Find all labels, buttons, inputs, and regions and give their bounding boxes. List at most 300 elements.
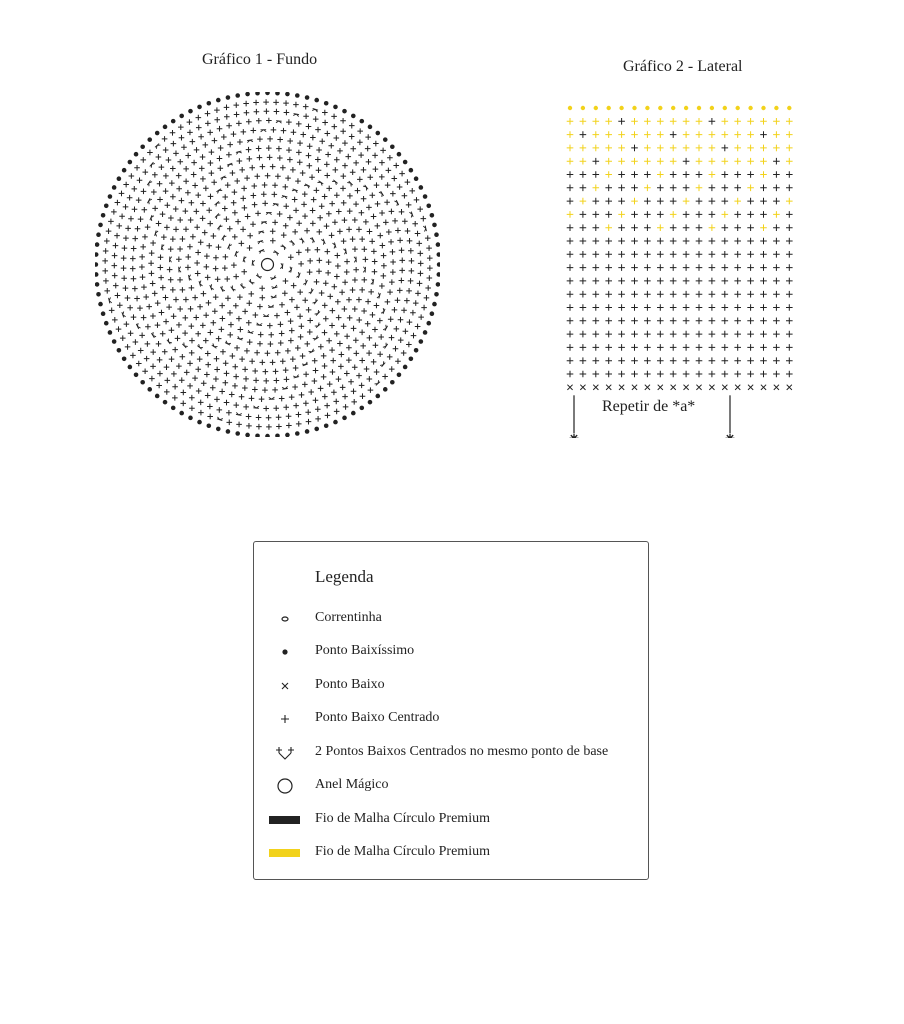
centered-stitch bbox=[290, 167, 296, 173]
centered-stitch bbox=[747, 278, 754, 285]
centered-stitch bbox=[236, 316, 242, 322]
slip-stitch bbox=[409, 168, 414, 173]
centered-stitch bbox=[340, 173, 346, 179]
slip-stitch bbox=[376, 131, 381, 136]
slip-stitch bbox=[134, 373, 139, 378]
centered-stitch bbox=[644, 185, 651, 192]
centered-stitch bbox=[300, 170, 306, 176]
chart2-title: Gráfico 2 - Lateral bbox=[623, 58, 743, 75]
centered-stitch bbox=[593, 185, 600, 192]
centered-stitch bbox=[203, 186, 209, 192]
centered-stitch bbox=[773, 278, 780, 285]
centered-stitch bbox=[201, 291, 207, 297]
centered-stitch bbox=[760, 238, 767, 245]
centered-stitch bbox=[228, 322, 234, 328]
centered-stitch bbox=[224, 400, 230, 406]
centered-stitch bbox=[402, 218, 408, 224]
centered-stitch bbox=[364, 366, 370, 372]
centered-stitch bbox=[123, 285, 129, 291]
centered-stitch bbox=[293, 365, 299, 371]
centered-stitch bbox=[383, 220, 389, 226]
centered-stitch bbox=[102, 258, 108, 264]
legend-label: 2 Pontos Baixos Centrados no mesmo ponto de base bbox=[315, 744, 609, 759]
centered-stitch bbox=[343, 404, 349, 410]
centered-stitch bbox=[187, 119, 193, 125]
centered-stitch bbox=[363, 257, 369, 263]
centered-stitch bbox=[131, 314, 137, 320]
centered-stitch bbox=[377, 233, 383, 239]
centered-stitch bbox=[205, 275, 211, 281]
centered-stitch bbox=[182, 315, 188, 321]
centered-stitch bbox=[618, 171, 625, 178]
centered-stitch bbox=[341, 323, 347, 329]
centered-stitch bbox=[209, 170, 215, 176]
slip-stitch bbox=[437, 262, 440, 267]
centered-stitch bbox=[371, 249, 377, 255]
centered-stitch bbox=[379, 160, 385, 166]
centered-stitch bbox=[394, 326, 400, 332]
centered-stitch bbox=[299, 392, 305, 398]
slip-stitch bbox=[430, 311, 435, 316]
centered-stitch bbox=[195, 192, 201, 198]
slip-stitch bbox=[104, 204, 109, 209]
centered-stitch bbox=[270, 229, 276, 235]
centered-stitch bbox=[216, 244, 222, 250]
centered-stitch bbox=[786, 131, 793, 138]
centered-stitch bbox=[108, 219, 114, 225]
centered-stitch bbox=[760, 318, 767, 325]
centered-stitch bbox=[136, 197, 142, 203]
centered-stitch bbox=[360, 393, 366, 399]
centered-stitch bbox=[243, 101, 249, 107]
centered-stitch bbox=[393, 163, 399, 169]
centered-stitch bbox=[267, 136, 273, 142]
centered-stitch bbox=[289, 328, 295, 334]
yellow-slip-stitch bbox=[774, 106, 778, 110]
centered-stitch bbox=[257, 136, 263, 142]
increase-stitch bbox=[212, 343, 218, 348]
increase-stitch bbox=[236, 151, 242, 154]
increase-stitch bbox=[215, 201, 221, 206]
centered-stitch bbox=[631, 158, 638, 165]
centered-stitch bbox=[287, 215, 293, 221]
centered-stitch bbox=[747, 291, 754, 298]
centered-stitch bbox=[308, 389, 314, 395]
slip-stitch bbox=[155, 394, 160, 399]
centered-stitch bbox=[734, 331, 741, 338]
centered-stitch bbox=[191, 172, 197, 178]
centered-stitch bbox=[379, 210, 385, 216]
centered-stitch bbox=[670, 291, 677, 298]
centered-stitch bbox=[722, 224, 729, 231]
centered-stitch bbox=[276, 146, 282, 152]
centered-stitch bbox=[709, 238, 716, 245]
centered-stitch bbox=[786, 211, 793, 218]
centered-stitch bbox=[670, 304, 677, 311]
centered-stitch bbox=[374, 182, 380, 188]
centered-stitch bbox=[369, 192, 375, 198]
centered-stitch bbox=[398, 337, 404, 343]
centered-stitch bbox=[593, 224, 600, 231]
slip-stitch bbox=[426, 204, 431, 209]
increase-stitch bbox=[272, 285, 278, 289]
centered-stitch bbox=[333, 135, 339, 141]
centered-stitch bbox=[346, 345, 352, 351]
centered-stitch bbox=[223, 380, 229, 386]
centered-stitch bbox=[427, 265, 433, 271]
centered-stitch bbox=[268, 341, 274, 347]
slip-stitch-icon bbox=[264, 640, 308, 664]
centered-stitch bbox=[344, 269, 350, 275]
centered-stitch bbox=[786, 344, 793, 351]
centered-stitch bbox=[593, 264, 600, 271]
centered-stitch bbox=[187, 361, 193, 367]
slip-stitch bbox=[226, 95, 231, 100]
centered-stitch bbox=[326, 186, 332, 192]
chart1-title: Gráfico 1 - Fundo bbox=[202, 51, 318, 68]
centered-stitch bbox=[618, 198, 625, 205]
centered-stitch bbox=[237, 294, 243, 300]
increase-stitch bbox=[276, 121, 282, 123]
centered-stitch bbox=[390, 249, 396, 255]
centered-stitch bbox=[773, 357, 780, 364]
centered-stitch bbox=[696, 278, 703, 285]
centered-stitch bbox=[289, 394, 295, 400]
centered-stitch bbox=[210, 320, 216, 326]
centered-stitch bbox=[277, 155, 283, 161]
centered-stitch bbox=[253, 312, 259, 318]
centered-stitch bbox=[372, 269, 378, 275]
centered-stitch bbox=[309, 174, 315, 180]
centered-stitch bbox=[295, 178, 301, 184]
centered-stitch bbox=[340, 128, 346, 134]
yellow-slip-stitch bbox=[697, 106, 701, 110]
centered-stitch bbox=[203, 312, 209, 318]
centered-stitch bbox=[387, 289, 393, 295]
centered-stitch bbox=[734, 211, 741, 218]
centered-stitch bbox=[286, 413, 292, 419]
centered-stitch bbox=[196, 125, 202, 131]
slip-stitch bbox=[383, 137, 388, 142]
centered-stitch bbox=[424, 295, 430, 301]
slip-stitch bbox=[342, 109, 347, 114]
centered-stitch bbox=[326, 338, 332, 344]
centered-stitch bbox=[169, 327, 175, 333]
centered-stitch bbox=[657, 224, 664, 231]
slip-stitch bbox=[155, 131, 160, 136]
centered-stitch bbox=[747, 118, 754, 125]
centered-stitch bbox=[237, 158, 243, 164]
centered-stitch bbox=[760, 131, 767, 138]
centered-stitch bbox=[360, 343, 366, 349]
centered-stitch bbox=[760, 291, 767, 298]
centered-stitch bbox=[593, 211, 600, 218]
centered-stitch bbox=[173, 227, 179, 233]
centered-stitch bbox=[353, 267, 359, 273]
centered-stitch bbox=[329, 323, 335, 329]
slip-stitch bbox=[108, 194, 113, 199]
centered-stitch bbox=[225, 295, 231, 301]
centered-stitch bbox=[344, 334, 350, 340]
centered-stitch bbox=[399, 268, 405, 274]
centered-stitch bbox=[244, 175, 250, 181]
increase-stitch bbox=[261, 130, 267, 132]
centered-stitch bbox=[189, 350, 195, 356]
centered-stitch bbox=[593, 198, 600, 205]
centered-stitch bbox=[139, 264, 145, 270]
yellow-slip-stitch bbox=[581, 106, 585, 110]
slip-stitch bbox=[390, 144, 395, 149]
centered-stitch bbox=[374, 369, 380, 375]
centered-stitch bbox=[401, 350, 407, 356]
centered-stitch bbox=[145, 224, 151, 230]
centered-stitch bbox=[265, 173, 271, 179]
increase-stitch bbox=[293, 375, 299, 378]
legend-label: Correntinha bbox=[315, 610, 382, 625]
centered-stitch bbox=[696, 331, 703, 338]
centered-stitch bbox=[631, 331, 638, 338]
centered-stitch bbox=[249, 396, 255, 402]
centered-stitch bbox=[657, 304, 664, 311]
centered-stitch bbox=[418, 314, 424, 320]
centered-stitch bbox=[709, 145, 716, 152]
centered-stitch bbox=[149, 376, 155, 382]
centered-stitch bbox=[195, 271, 201, 277]
centered-stitch bbox=[211, 179, 217, 185]
centered-stitch bbox=[224, 216, 230, 222]
bottom-round-chart bbox=[95, 92, 440, 437]
centered-stitch bbox=[336, 315, 342, 321]
centered-stitch bbox=[283, 367, 289, 373]
centered-stitch bbox=[413, 300, 419, 306]
centered-stitch bbox=[786, 171, 793, 178]
centered-stitch bbox=[329, 347, 335, 353]
centered-stitch bbox=[351, 399, 357, 405]
centered-stitch bbox=[580, 264, 587, 271]
centered-stitch bbox=[270, 238, 276, 244]
centered-stitch bbox=[696, 158, 703, 165]
centered-stitch bbox=[171, 141, 177, 147]
slip-stitch bbox=[226, 429, 231, 434]
centered-stitch bbox=[213, 266, 219, 272]
centered-stitch bbox=[176, 322, 182, 328]
centered-stitch bbox=[132, 236, 138, 242]
centered-stitch bbox=[567, 357, 574, 364]
centered-stitch bbox=[657, 118, 664, 125]
centered-stitch bbox=[393, 346, 399, 352]
centered-stitch bbox=[365, 299, 371, 305]
centered-stitch bbox=[410, 310, 416, 316]
centered-stitch bbox=[605, 198, 612, 205]
centered-stitch bbox=[391, 176, 397, 182]
centered-stitch bbox=[709, 278, 716, 285]
centered-stitch bbox=[335, 299, 341, 305]
centered-stitch bbox=[131, 276, 137, 282]
centered-stitch bbox=[359, 287, 365, 293]
centered-stitch bbox=[350, 169, 356, 175]
centered-stitch bbox=[125, 344, 131, 350]
centered-stitch bbox=[734, 304, 741, 311]
centered-stitch bbox=[747, 145, 754, 152]
increase-stitch bbox=[354, 257, 356, 263]
centered-stitch bbox=[273, 100, 279, 106]
centered-stitch bbox=[331, 284, 337, 290]
centered-stitch bbox=[190, 234, 196, 240]
centered-stitch bbox=[786, 291, 793, 298]
centered-stitch bbox=[709, 344, 716, 351]
centered-stitch bbox=[170, 130, 176, 136]
centered-stitch bbox=[567, 304, 574, 311]
centered-stitch bbox=[644, 304, 651, 311]
centered-stitch bbox=[212, 138, 218, 144]
increase-stitch bbox=[363, 185, 368, 191]
centered-stitch bbox=[112, 253, 118, 259]
centered-stitch bbox=[414, 197, 420, 203]
centered-stitch bbox=[379, 174, 385, 180]
centered-stitch bbox=[293, 102, 299, 108]
centered-stitch bbox=[213, 294, 219, 300]
centered-stitch bbox=[315, 127, 321, 133]
centered-stitch bbox=[567, 118, 574, 125]
centered-stitch bbox=[631, 185, 638, 192]
centered-stitch bbox=[580, 331, 587, 338]
centered-stitch bbox=[345, 154, 351, 160]
centered-stitch bbox=[205, 121, 211, 127]
centered-stitch bbox=[353, 160, 359, 166]
centered-stitch bbox=[346, 227, 352, 233]
centered-stitch bbox=[194, 260, 200, 266]
centered-stitch bbox=[155, 322, 161, 328]
centered-stitch bbox=[214, 367, 220, 373]
centered-stitch bbox=[198, 400, 204, 406]
centered-stitch bbox=[352, 246, 358, 252]
centered-stitch bbox=[389, 279, 395, 285]
centered-stitch bbox=[644, 344, 651, 351]
centered-stitch bbox=[161, 234, 167, 240]
centered-stitch bbox=[150, 240, 156, 246]
centered-stitch bbox=[657, 264, 664, 271]
centered-stitch bbox=[657, 238, 664, 245]
centered-stitch bbox=[127, 305, 133, 311]
centered-stitch bbox=[273, 369, 279, 375]
increase-stitch bbox=[379, 191, 384, 197]
centered-stitch bbox=[280, 165, 286, 171]
centered-stitch bbox=[605, 251, 612, 258]
centered-stitch bbox=[390, 191, 396, 197]
centered-stitch bbox=[178, 124, 184, 130]
centered-stitch bbox=[618, 158, 625, 165]
centered-stitch bbox=[323, 316, 329, 322]
centered-stitch bbox=[317, 258, 323, 264]
centered-stitch bbox=[232, 383, 238, 389]
centered-stitch bbox=[786, 278, 793, 285]
centered-stitch bbox=[259, 286, 265, 292]
centered-stitch bbox=[361, 308, 367, 314]
centered-stitch bbox=[415, 324, 421, 330]
increase-stitch bbox=[269, 397, 275, 399]
slip-stitch bbox=[163, 125, 168, 130]
centered-stitch bbox=[307, 318, 313, 324]
centered-stitch bbox=[204, 253, 210, 259]
centered-stitch bbox=[709, 371, 716, 378]
centered-stitch bbox=[644, 198, 651, 205]
centered-stitch bbox=[113, 243, 119, 249]
centered-stitch bbox=[390, 269, 396, 275]
centered-stitch bbox=[180, 236, 186, 242]
centered-stitch bbox=[734, 224, 741, 231]
centered-stitch bbox=[310, 208, 316, 214]
slip-stitch bbox=[432, 302, 437, 307]
centered-stitch bbox=[399, 258, 405, 264]
centered-stitch bbox=[210, 385, 216, 391]
centered-stitch bbox=[183, 297, 189, 303]
centered-stitch bbox=[395, 297, 401, 303]
centered-stitch bbox=[390, 259, 396, 265]
centered-stitch bbox=[312, 358, 318, 364]
slip-stitch bbox=[434, 292, 439, 297]
centered-stitch bbox=[336, 209, 342, 215]
centered-stitch bbox=[213, 376, 219, 382]
centered-stitch bbox=[115, 293, 121, 299]
centered-stitch bbox=[683, 198, 690, 205]
centered-stitch bbox=[722, 171, 729, 178]
centered-stitch bbox=[342, 279, 348, 285]
increase-stitch bbox=[240, 283, 245, 289]
centered-stitch bbox=[300, 132, 306, 138]
centered-stitch bbox=[722, 331, 729, 338]
centered-stitch bbox=[223, 360, 229, 366]
centered-stitch bbox=[618, 131, 625, 138]
centered-stitch bbox=[399, 247, 405, 253]
centered-stitch bbox=[138, 216, 144, 222]
slip-stitch bbox=[95, 282, 99, 287]
centered-stitch bbox=[399, 209, 405, 215]
centered-stitch bbox=[214, 356, 220, 362]
centered-stitch bbox=[321, 353, 327, 359]
centered-stitch bbox=[189, 285, 195, 291]
increase-stitch bbox=[259, 249, 265, 253]
centered-stitch bbox=[567, 291, 574, 298]
centered-stitch bbox=[146, 304, 152, 310]
centered-stitch bbox=[274, 313, 280, 319]
centered-stitch bbox=[363, 219, 369, 225]
centered-stitch bbox=[605, 264, 612, 271]
centered-stitch bbox=[172, 395, 178, 401]
centered-stitch bbox=[249, 165, 255, 171]
centered-stitch bbox=[631, 357, 638, 364]
centered-stitch bbox=[286, 147, 292, 153]
centered-stitch bbox=[139, 254, 145, 260]
centered-stitch bbox=[262, 182, 268, 188]
centered-stitch bbox=[125, 226, 131, 232]
centered-stitch bbox=[152, 291, 158, 297]
centered-stitch bbox=[335, 263, 341, 269]
centered-stitch bbox=[683, 118, 690, 125]
centered-stitch bbox=[163, 147, 169, 153]
centered-stitch bbox=[567, 198, 574, 205]
centered-stitch bbox=[302, 382, 308, 388]
centered-stitch bbox=[183, 208, 189, 214]
centered-stitch bbox=[760, 185, 767, 192]
centered-stitch bbox=[734, 318, 741, 325]
centered-stitch bbox=[657, 371, 664, 378]
centered-stitch bbox=[385, 182, 391, 188]
centered-stitch bbox=[171, 313, 177, 319]
centered-stitch bbox=[169, 356, 175, 362]
centered-stitch bbox=[248, 291, 254, 297]
centered-stitch bbox=[318, 386, 324, 392]
centered-stitch bbox=[258, 332, 264, 338]
